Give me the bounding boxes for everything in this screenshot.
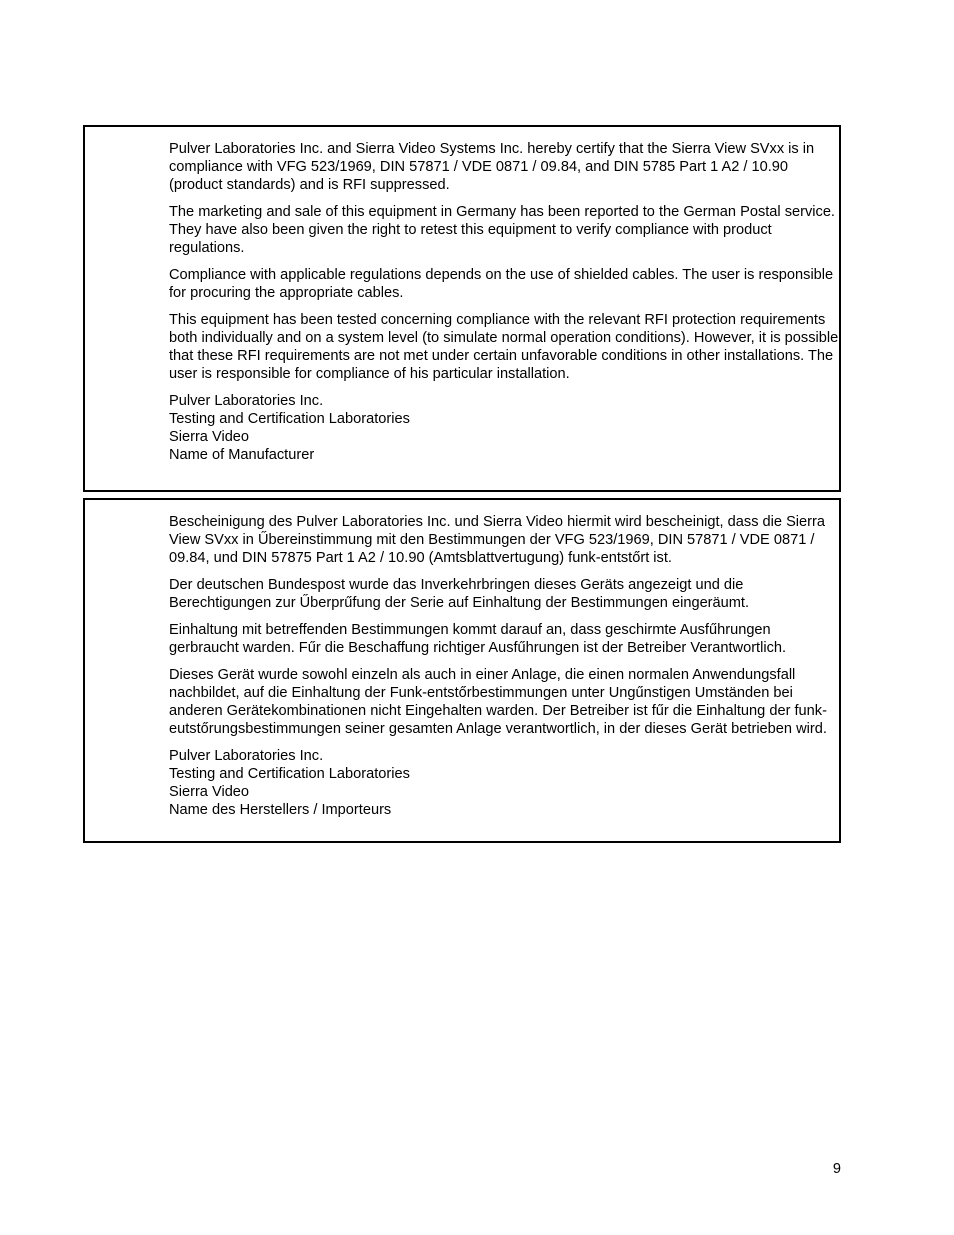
german-certificate-box [83,498,841,843]
english-signature-line-4: Name of Manufacturer [169,447,315,463]
english-certificate-text [169,140,839,464]
german-signature-line-1: Pulver Laboratories Inc. [169,748,324,764]
english-paragraph-1: Pulver Laboratories Inc. and Sierra Video Systems Inc. hereby certify that the Sierra View SVxx is in compliance with VFG 523/1969, DIN 57871 / VDE 0871 / 09.84, and DIN 5785 Part 1 A2 / 10.90 (product standards) and is RFI suppressed. [169,141,815,193]
page-number: 9 [832,1161,841,1177]
english-signature-line-2: Testing and Certification Laboratories [169,411,410,427]
german-signature-line-4: Name des Herstellers / Importeurs [169,802,392,818]
english-signature-line-1: Pulver Laboratories Inc. [169,393,324,409]
german-paragraph-1: Bescheinigung des Pulver Laboratories Inc. und Sierra Video hiermit wird bescheinigt, dass die Sierra View SVxx in Űbereinstimmung mit den Bestimmungen der VFG 523/1969, DIN 57871 / VDE 0871 / 09.84, und DIN 57875 Part 1 A2 / 10.90 (Amtsblattvertugung) funk-entstőrt ist. [169,514,825,566]
english-paragraph-3: Compliance with applicable regulations depends on the use of shielded cables. The user is responsible for procuring the appropriate cables. [169,267,834,301]
english-paragraph-4: This equipment has been tested concerning compliance with the relevant RFI protection requirements both individually and on a system level (to simulate normal operation conditions). However, it is possible that these RFI requirements are not met under certain unfavorable conditions in other installations. The user is responsible for compliance of his particular installation. [169,312,839,382]
english-certificate-box [83,125,841,492]
german-paragraph-4: Dieses Gerät wurde sowohl einzeln als auch in einer Anlage, die einen normalen Anwendungsfall nachbildet, auf die Einhaltung der Funk-entstőrbestimmungen unter Ungűnstigen Umständen bei anderen Gerätekombinationen nicht Eingehalten warden. Der Betreiber ist fűr die Einhaltung der funk-eutstőrungsbestimmungen seiner gesamten Anlage verantwortlich, in der dieses Gerät betrieben wird. [169,667,827,737]
german-signature-block [169,747,839,819]
german-certificate-text [169,513,839,819]
german-paragraph-3: Einhaltung mit betreffenden Bestimmungen kommt darauf an, dass geschirmte Ausfűhrungen gerbraucht warden. Fűr die Beschaffung richtiger Ausfűhrungen ist der Betreiber Verantwortlich. [169,622,787,656]
german-signature-line-2: Testing and Certification Laboratories [169,766,410,782]
german-signature-line-3: Sierra Video [169,784,250,800]
english-signature-block [169,392,839,464]
english-signature-line-3: Sierra Video [169,429,250,445]
german-paragraph-2: Der deutschen Bundespost wurde das Inverkehrbringen dieses Geräts angezeigt und die Berechtigungen zur Űberprűfung der Serie auf Einhaltung der Bestimmungen eingeräumt. [169,577,750,611]
english-paragraph-2: The marketing and sale of this equipment in Germany has been reported to the German Postal service. They have also been given the right to retest this equipment to verify compliance with product regulations. [169,204,835,256]
